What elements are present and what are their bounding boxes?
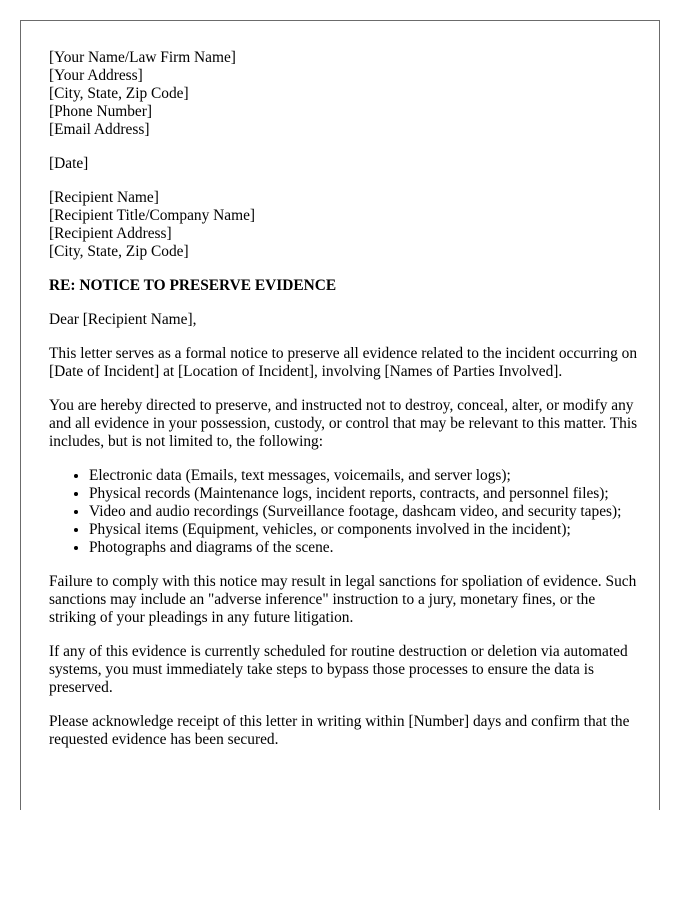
- recipient-address: [Recipient Address]: [49, 225, 172, 242]
- sender-phone: [Phone Number]: [49, 103, 153, 120]
- letter-date: [49, 155, 639, 173]
- evidence-item-photographs: • Photographs and diagrams of the scene.: [89, 539, 639, 557]
- paragraph-directive: You are hereby directed to preserve, and instructed not to destroy, conceal, alter, or modify any and all evidence in your possession, custody, or control that may be relevant to this matter. This includes, but is not limited to, the following:: [49, 397, 638, 450]
- recipient-city-state-zip: [City, State, Zip Code]: [49, 243, 189, 260]
- sender-name: [Your Name/Law Firm Name]: [49, 49, 236, 66]
- recipient-address-block: [49, 189, 639, 261]
- paragraph-intro: This letter serves as a formal notice to preserve all evidence related to the incident occurring on [Date of Incident] at [Location of Incident], involving [Names of Parties Involved].: [49, 345, 638, 380]
- evidence-item-physical-items: • Physical items (Equipment, vehicles, or components involved in the incident);: [89, 521, 639, 539]
- salutation: Dear [Recipient Name],: [49, 311, 197, 328]
- date-text: [Date]: [49, 155, 89, 172]
- evidence-item-physical-records: • Physical records (Maintenance logs, incident reports, contracts, and personnel files);: [89, 485, 639, 503]
- evidence-list: [49, 467, 639, 557]
- sender-city-state-zip: [City, State, Zip Code]: [49, 85, 189, 102]
- evidence-item-video-audio: • Video and audio recordings (Surveillance footage, dashcam video, and security tapes);: [89, 503, 639, 521]
- recipient-name: [Recipient Name]: [49, 189, 159, 206]
- sender-address: [Your Address]: [49, 67, 143, 84]
- sender-email: [Email Address]: [49, 121, 150, 138]
- recipient-title-company: [Recipient Title/Company Name]: [49, 207, 256, 224]
- paragraph-destruction: If any of this evidence is currently scheduled for routine destruction or deletion via automated systems, you must immediately take steps to bypass those processes to ensure the data is preserved.: [49, 643, 628, 696]
- letter-content: [49, 49, 639, 765]
- subject-line: RE: NOTICE TO PRESERVE EVIDENCE: [49, 277, 337, 294]
- paragraph-sanctions: Failure to comply with this notice may result in legal sanctions for spoliation of evidence. Such sanctions may include an "adverse inference" instruction to a jury, monetary fines, or the striking of your pleadings in any future litigation.: [49, 573, 637, 626]
- paragraph-acknowledge: Please acknowledge receipt of this letter in writing within [Number] days and confirm that the requested evidence has been secured.: [49, 713, 630, 748]
- evidence-item-electronic: • Electronic data (Emails, text messages, voicemails, and server logs);: [89, 467, 639, 485]
- sender-address-block: [49, 49, 639, 139]
